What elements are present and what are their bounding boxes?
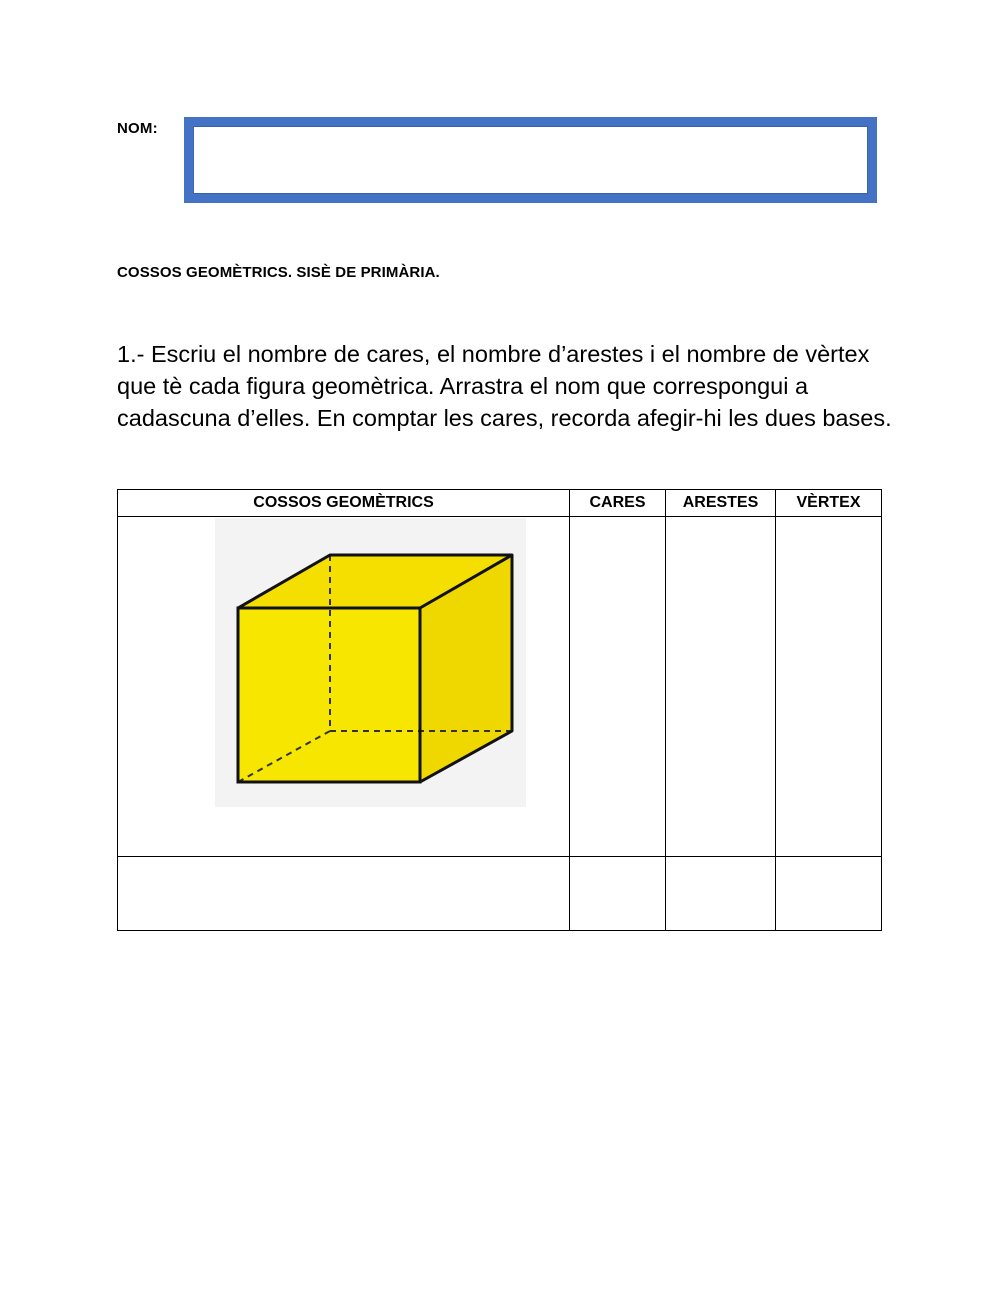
figure-cell [118, 517, 570, 857]
name-field[interactable] [184, 117, 877, 203]
exercise-instructions: 1.- Escriu el nombre de cares, el nombre d’arestes i el nombre de vèrtex que tè cada figura geomètrica. Arrastra el nom que correspongui a cadascuna d’elles. En comptar les cares, recorda afegir-hi les dues bases. [117, 341, 892, 431]
table-row-figure [118, 517, 882, 857]
empty-cell [776, 857, 882, 931]
cube-icon [215, 518, 526, 807]
table-row-name [118, 857, 882, 931]
name-input[interactable] [193, 126, 868, 194]
table-header-row [118, 490, 882, 517]
empty-cell [666, 857, 776, 931]
column-header-cossos: COSSOS GEOMÈTRICS [118, 490, 570, 517]
figure-name-drop-cell[interactable] [118, 857, 570, 931]
column-header-cares: CARES [570, 490, 666, 517]
cares-cell[interactable] [570, 517, 666, 857]
column-header-arestes: ARESTES [666, 490, 776, 517]
name-label: NOM: [117, 120, 158, 137]
vertex-cell[interactable] [776, 517, 882, 857]
arestes-cell[interactable] [666, 517, 776, 857]
empty-cell [570, 857, 666, 931]
column-header-vertex: VÈRTEX [776, 490, 882, 517]
geometry-table [117, 489, 882, 931]
page-subtitle: COSSOS GEOMÈTRICS. SISÈ DE PRIMÀRIA. [117, 264, 440, 281]
